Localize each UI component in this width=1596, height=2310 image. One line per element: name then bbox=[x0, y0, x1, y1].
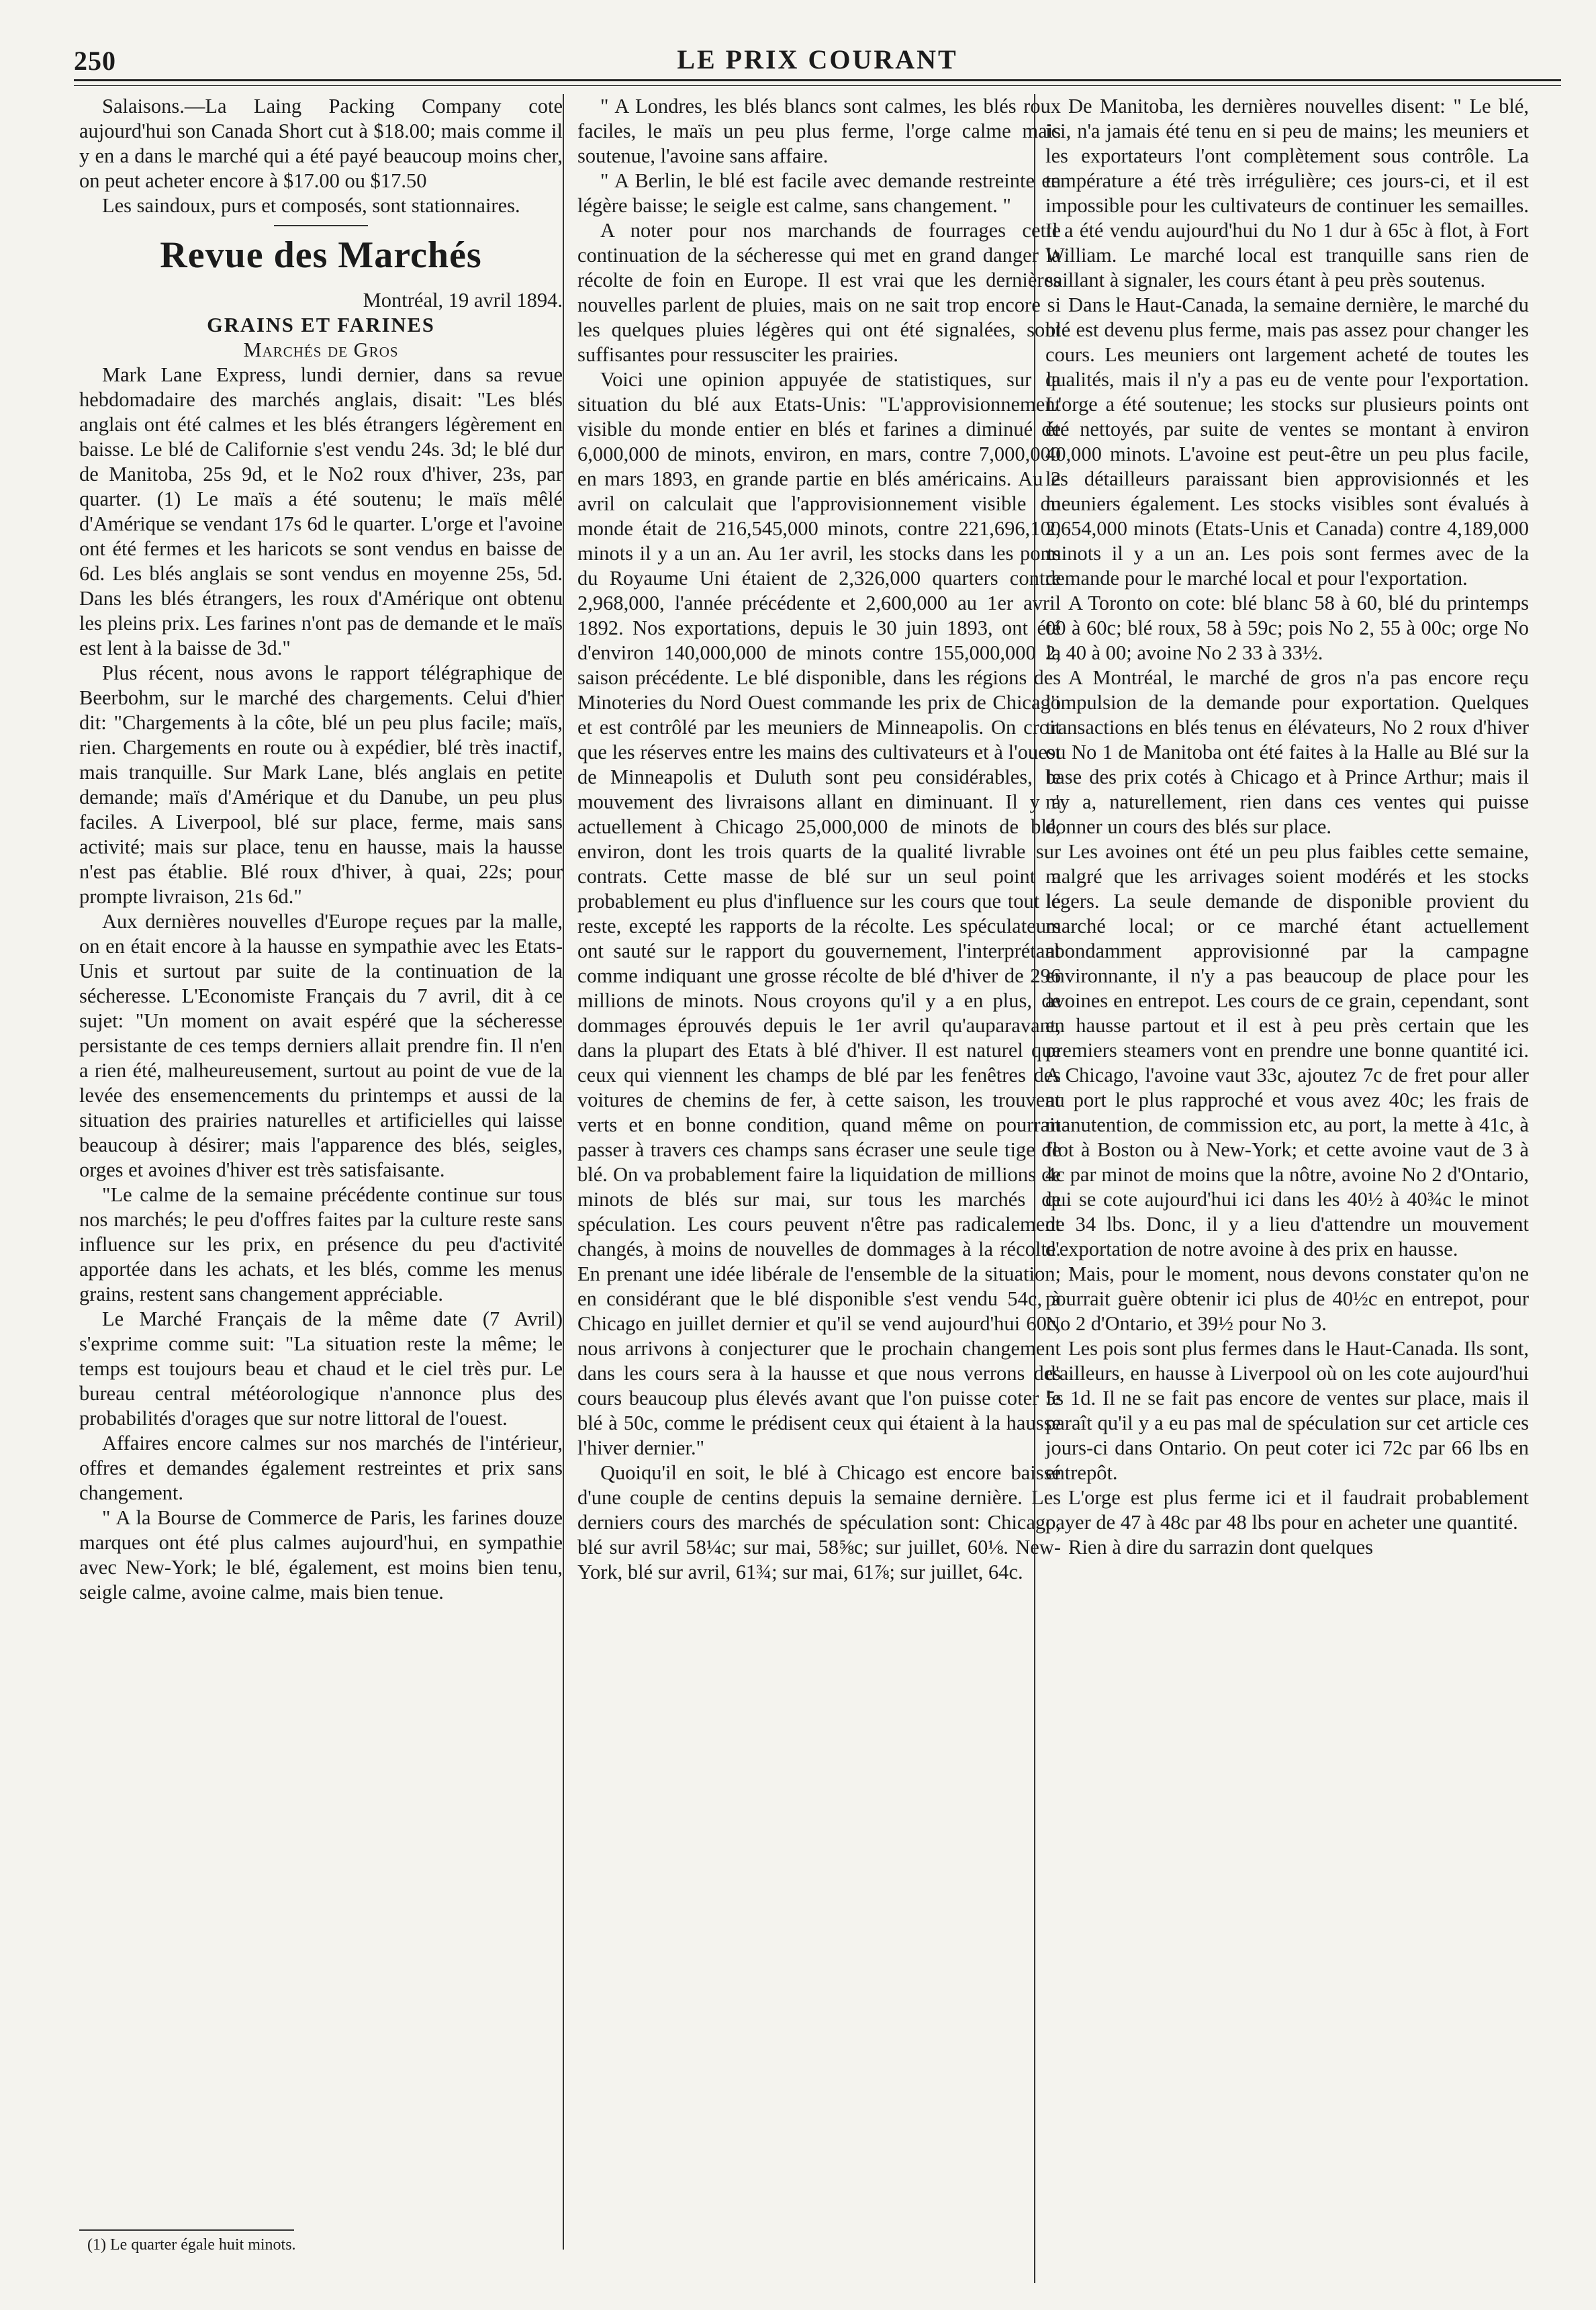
section-title: Revue des Marchés bbox=[160, 234, 482, 276]
article-paragraph: A Toronto on cote: blé blanc 58 à 60, blé du printemps 00 à 60c; blé roux, 58 à 59c; pois No 2, 55 à 00c; orge No 2, 40 à 00; avoine No 2 33 à 33½. bbox=[1045, 592, 1529, 664]
article-paragraph: Mark Lane Express, lundi dernier, dans sa revue hebdomadaire des marchés anglais, disait: "Les blés anglais ont été calmes et les blés étrangers légèrement en baisse. Le blé de Californie s'est vendu 24s. 3d; le blé dur de Manitoba, 25s 9d, et le No2 roux d'hiver, 23s, par quarter. (1) Le maïs a été soutenu; le maïs mêlé d'Amérique se vendant 17s 6d le quarter. L'orge et l'avoine ont été fermes et les haricots se sont vendus en baisse de 6d. Les blés anglais se sont vendus en moyenne 25s, 5d. Dans les blés étrangers, les roux d'Amérique ont obtenu les pleins prix. Les farines n'ont pas de demande et le maïs est lent à la baisse de 3d." bbox=[79, 363, 563, 659]
article-paragraph: Rien à dire du sarrazin dont quelques bbox=[1068, 1536, 1373, 1559]
subheading-marches: Marchés de Gros bbox=[243, 338, 399, 361]
article-paragraph: De Manitoba, les dernières nouvelles disent: " Le blé, ici, n'a jamais été tenu en si peu de mains; les meuniers et les exportateurs l'ont complètement sous contrôle. La température a été très irrégulière; ces jours-ci, et il est impossible pour les cultivateurs de continuer les semailles. Il a été vendu aujourd'hui du No 1 dur à 65c à flot, à Fort William. Le marché local est tranquille sans rien de saillant à signaler, les cours étant à peu près soutenus. bbox=[1045, 95, 1529, 291]
article-paragraph: Les avoines ont été un peu plus faibles cette semaine, malgré que les arrivages soient modérés et les stocks légers. La seule demande de disponible provient du marché local; or ce marché étant actuellement abondamment approvisionné par la campagne environnante, il n'y a pas beaucoup de place pour les avoines en entrepot. Les cours de ce grain, cependant, sont en hausse partout et il est à peu près certain que les premiers steamers vont en prendre une bonne quantité ici. A Chicago, l'avoine vaut 33c, ajoutez 7c de fret pour aller au port le plus rapproché et vous avez 40c; les frais de manutention, de commission etc, au port, la mette à 41c, à flot à Boston ou à New-York; et cette avoine vaut de 3 à 4c par minot de moins que la nôtre, avoine No 2 d'Ontario, qui se cote aujourd'hui ici dans les 40½ à 40¾c le minot de 34 lbs. Donc, il y a lieu d'attendre un mouvement d'exportation de notre avoine à des prix en hausse. bbox=[1045, 840, 1529, 1260]
article-paragraph: Les pois sont plus fermes dans le Haut-Canada. Ils sont, d'ailleurs, en hausse à Liverpool où on les cote aujourd'hui 5s 1d. Il ne se fait pas encore de ventes sur place, mais il paraît qu'il y a eu pas mal de spéculation sur cet article ces jours-ci dans Ontario. On peut coter ici 72c par 66 lbs en entrepôt. bbox=[1045, 1337, 1529, 1484]
article-paragraph: Le Marché Français de la même date (7 Avril) s'exprime comme suit: "La situation reste la même; le temps est toujours beau et chaud et le ciel très pur. Le bureau central météorologique n'annonce plus des probabilités d'orages que sur notre littoral de l'ouest. bbox=[79, 1307, 563, 1430]
article-paragraph: Quoiqu'il en soit, le blé à Chicago est encore baissé d'une couple de centins depuis la semaine dernière. Les derniers cours des marchés de spéculation sont: Chicago, blé sur avril 58¼c; sur mai, 58⅝c; sur juillet, 60⅛. New-York, blé sur avril, 61¾; sur mai, 61⅞; sur juillet, 64c. bbox=[577, 1461, 1061, 1583]
footnote-rule bbox=[79, 2229, 294, 2231]
page-number: 250 bbox=[74, 46, 116, 76]
column-1 bbox=[79, 94, 563, 2216]
subheading-grains: GRAINS ET FARINES bbox=[207, 314, 435, 336]
column-divider-1 bbox=[563, 94, 564, 2250]
dateline: Montréal, 19 avril 1894. bbox=[363, 289, 563, 312]
section-rule bbox=[274, 225, 368, 226]
article-paragraph: Voici une opinion appuyée de statistiques, sur la situation du blé aux Etats-Unis: "L'approvisionnement visible du monde entier en blés et farines a diminué de 6,000,000 de minots, environ, en mars, contre 7,000,000 en mars 1893, en grande partie en blés américains. Au 2 avril on calculait que l'approvisionnement visible du monde était de 216,545,000 minots, contre 221,696,100 minots il y a un an. Au 1er avril, les stocks dans les ports du Royaume Uni étaient de 2,326,000 quarters contre 2,968,000, l'année précédente et 2,600,000 au 1er avril 1892. Nos exportations, depuis le 30 juin 1893, ont été d'environ 140,000,000 de minots contre 155,000,000 la saison précédente. Le blé disponible, dans les régions des Minoteries du Nord Ouest commande les prix de Chicago et est contrôlé par les meuniers de Minneapolis. On croit que les réserves entre les mains des cultivateurs et à l'ouest de Minneapolis et Duluth sont peu considérables, le mouvement des livraisons allant en diminuant. Il y a actuellement à Chicago 25,000,000 de minots de blé, environ, dont les trois quarts de la qualité livrable sur contrats. Cette masse de blé sur un seul point a probablement eu plus d'influence sur les cours que tout le reste, excepté les rapports de la récolte. Les spéculateurs ont sauté sur le rapport du gouvernement, l'interprétant comme indiquant une grosse récolte de blé d'hiver de 296 millions de minots. Nous croyons qu'il y a en plus, de dommages éprouvés depuis le 1er avril qu'auparavant, dans la plupart des Etats à blé d'hiver. Il est naturel que ceux qui viennent les champs de blé par les fenêtres des voitures de chemins de fer, à cette saison, les trouvent verts et en bonne condition, quand même on pourrait passer à travers ces champs sans écraser une seule tige de blé. On va probablement faire la liquidation de millions de minots de blés sur mai, sur tous les marchés de spéculation. Les cours peuvent n'être pas radicalement changés, à moins de nouvelles de dommages à la récolte. En prenant une idée libérale de l'ensemble de la situation; en considérant que le blé disponible s'est vendu 54c, à Chicago en juillet dernier et qu'il se vend aujourd'hui 60c, nous arrivons à conjecturer que le prochain changement dans les cours sera à la hausse et que nous verrons des cours beaucoup plus élevés avant que l'on puisse coter le blé à 50c, comme le prédisent ceux qui étaient à la hausse l'hiver dernier." bbox=[577, 368, 1061, 1459]
article-paragraph: Dans le Haut-Canada, la semaine dernière, le marché du blé est devenu plus ferme, mais pas assez pour changer les cours. Les meuniers ont largement acheté de toutes les qualités, mais il n'y a pas eu de vente pour l'exportation. L'orge a été soutenue; les stocks sur plusieurs points ont été nettoyés, par suite de ventes se montant à environ 40,000 minots. L'avoine est peut-être un peu plus facile, les détailleurs paraissant bien approvisionnés et les meuniers également. Les stocks visibles sont évalués à 2,654,000 minots (Etats-Unis et Canada) contre 4,189,000 minots il y a un an. Les pois sont fermes avec de la demande pour le marché local et pour l'exportation. bbox=[1045, 293, 1529, 590]
article-paragraph: A Montréal, le marché de gros n'a pas encore reçu l'impulsion de la demande pour exportation. Quelques transactions en blés tenus en élévateurs, No 2 roux d'hiver ou No 1 de Manitoba ont été faites à la Halle au Blé sur la base des prix cotés à Chicago et à Prince Arthur; mais il n'y a, naturellement, rien dans ces ventes qui puisse donner un cours des blés sur place. bbox=[1045, 666, 1529, 838]
article-paragraph: " A Londres, les blés blancs sont calmes, les blés roux faciles, le maïs un peu plus ferme, l'orge calme mais soutenue, l'avoine sans affaire. bbox=[577, 95, 1061, 167]
journal-title: LE PRIX COURANT bbox=[677, 44, 958, 75]
article-paragraph: " A Berlin, le blé est facile avec demande restreinte en légère baisse; le seigle est calme, sans changement. " bbox=[577, 169, 1061, 217]
article-paragraph: " A la Bourse de Commerce de Paris, les farines douze marques ont été plus calmes aujourd'hui, en sympathie avec New-York; le blé, également, est moins bien tenu, seigle calme, avoine calme, mais bien tenue. bbox=[79, 1506, 563, 1604]
footnote: (1) Le quarter égale huit minots. bbox=[87, 2236, 296, 2254]
article-paragraph: A noter pour nos marchands de fourrages cette continuation de la sécheresse qui met en grand danger la récolte de foin en Europe. Il est vrai que les dernières nouvelles parlent de pluies, mais on ne sait trop encore si les quelques pluies légères qui ont été signalées, sont suffisantes pour ressusciter les prairies. bbox=[577, 219, 1061, 366]
header-rule bbox=[74, 79, 1561, 86]
page-header bbox=[74, 35, 1561, 77]
saindoux-paragraph: Les saindoux, purs et composés, sont stationnaires. bbox=[102, 194, 520, 217]
article-paragraph: L'orge est plus ferme ici et il faudrait probablement payer de 47 à 48c par 48 lbs pour en acheter une quantité. bbox=[1045, 1486, 1529, 1534]
article-paragraph: "Le calme de la semaine précédente continue sur tous nos marchés; le peu d'offres faites par la culture reste sans influence sur les prix, en présence du peu d'activité apportée dans les achats, et les blés, comme les menus grains, restent sans changement appréciable. bbox=[79, 1183, 563, 1305]
article-paragraph: Aux dernières nouvelles d'Europe reçues par la malle, on en était encore à la hausse en sympathie avec les Etats-Unis et surtout par suite de la continuation de la sécheresse. L'Economiste Français du 7 avril, dit à ce sujet: "Un moment on avait espéré que la sécheresse persistante de ces temps derniers allait prendre fin. Il n'en a rien été, malheureusement, surtout au point de vue de la levée des ensemencements du printemps et aussi de la situation des prairies naturelles et artificielles qui laisse beaucoup à désirer; mais l'apparence des blés, seigles, orges et avoines d'hiver est très satisfaisante. bbox=[79, 910, 563, 1181]
article-paragraph: Plus récent, nous avons le rapport télégraphique de Beerbohm, sur le marché des chargements. Celui d'hier dit: "Chargements à la côte, blé un peu plus facile; maïs, rien. Chargements en route ou à expédier, blé très inactif, mais tranquille. Sur Mark Lane, blés anglais en petite demande; maïs d'Amérique et du Danube, un peu plus faciles. A Liverpool, blé sur place, ferme, mais sans activité; mais sur place, tenu en hausse, mais la hausse n'est pas établie. Blé roux d'hiver, à quai, 22s; pour prompte livraison, 21s 6d." bbox=[79, 661, 563, 908]
article-paragraph: Affaires encore calmes sur nos marchés de l'intérieur, offres et demandes également restreintes et prix sans changement. bbox=[79, 1432, 563, 1504]
column-2 bbox=[577, 94, 1061, 2303]
salaisons-paragraph: Salaisons.—La Laing Packing Company cote aujourd'hui son Canada Short cut à $18.00; mais comme il y en a dans le marché qui a été payé beaucoup moins cher, on peut acheter encore à $17.00 ou $17.50 bbox=[79, 95, 563, 192]
column-3 bbox=[1045, 94, 1529, 2310]
article-paragraph: Mais, pour le moment, nous devons constater qu'on ne pourrait guère obtenir ici plus de 40½c en entrepot, pour No 2 d'Ontario, et 39½ pour No 3. bbox=[1045, 1262, 1529, 1335]
